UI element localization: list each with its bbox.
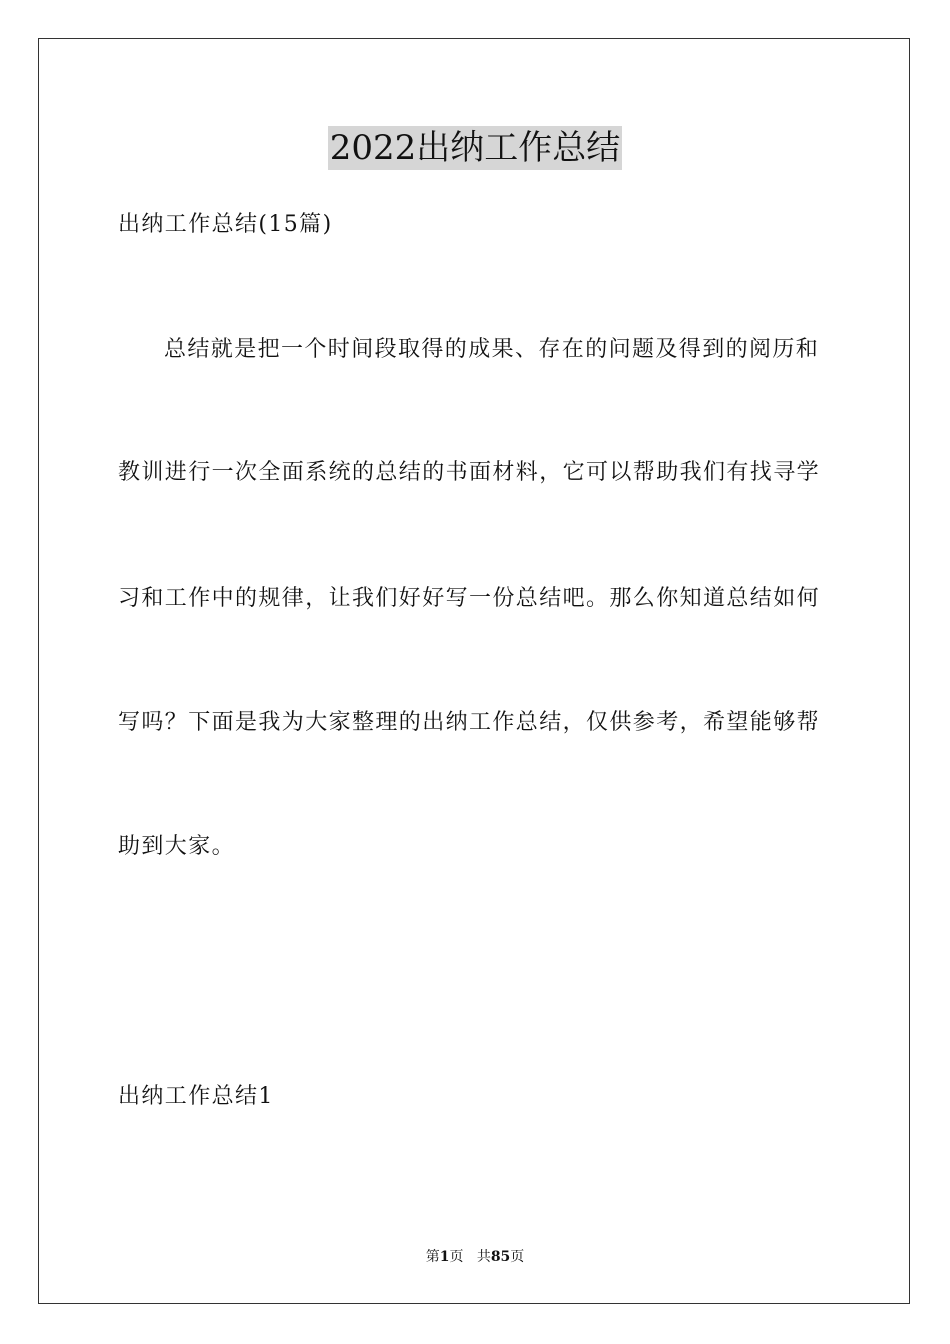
document-subtitle: 出纳工作总结(15篇)	[118, 212, 333, 237]
page-footer	[0, 1247, 950, 1267]
intro-line-2: 教训进行一次全面系统的总结的书面材料，它可以帮助我们有找寻学	[118, 460, 821, 485]
footer-prefix: 第	[425, 1249, 440, 1265]
footer-total-pages: 85	[490, 1249, 511, 1265]
intro-line-5: 助到大家。	[118, 834, 236, 859]
intro-line-3: 习和工作中的规律，让我们好好写一份总结吧。那么你知道总结如何	[118, 586, 821, 611]
footer-page-suffix: 页	[449, 1249, 464, 1265]
document-title-text: 2022出纳工作总结	[329, 128, 621, 168]
footer-total-suffix: 页	[510, 1249, 525, 1265]
footer-current-page: 1	[439, 1249, 450, 1265]
footer-total-prefix: 共	[476, 1249, 491, 1265]
section-heading: 出纳工作总结1	[118, 1084, 274, 1109]
document-title	[0, 126, 950, 170]
intro-line-4: 写吗？下面是我为大家整理的出纳工作总结，仅供参考，希望能够帮	[118, 710, 821, 735]
intro-line-1: 总结就是把一个时间段取得的成果、存在的问题及得到的阅历和	[164, 337, 820, 362]
